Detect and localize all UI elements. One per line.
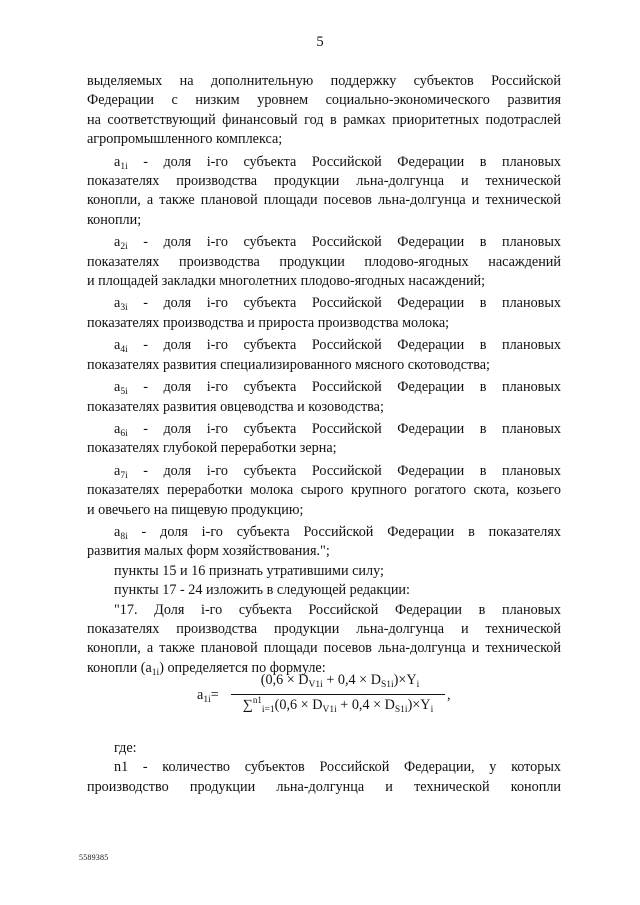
text-line: показателях переработки молока сырого крупного рогатого скота, козьего	[87, 482, 561, 499]
text-line: показателях производства продукции плодово-ягодных насаждений	[87, 253, 561, 270]
definition-first-line	[87, 462, 561, 481]
symbol: a	[114, 420, 121, 437]
text-line: показателях производства и прироста производства молока;	[87, 314, 450, 331]
formula-denominator	[231, 697, 445, 714]
text-line: производство продукции льна-долгунца и технической конопли	[87, 778, 561, 795]
definition-text: - доля i-го субъекта Российской Федерации в плановых	[143, 462, 561, 479]
text-line: на соответствующий финансовый год в рамках приоритетных подотраслей	[87, 111, 561, 128]
fraction-bar	[231, 694, 445, 695]
definition-first-line	[87, 153, 561, 172]
num-part: + 0,4 × D	[322, 672, 381, 688]
definition-text: - доля i-го субъекта Российской Федерации в показателях	[141, 523, 561, 540]
document-body	[87, 72, 561, 678]
text-line: n1 - количество субъектов Российской Федерации, у которых	[114, 759, 561, 776]
sum-upper-limit: n1	[252, 695, 262, 705]
sum-lower-limit: i=1	[261, 705, 275, 715]
symbol-subscript: 6i	[120, 428, 128, 439]
text-line: показателях производства продукции льна-долгунца и технической	[87, 620, 561, 637]
definition-text: - доля i-го субъекта Российской Федерации в плановых	[143, 420, 561, 437]
where-label: где:	[114, 740, 137, 756]
document-id: 5589385	[79, 853, 109, 862]
den-subscript: S1i	[394, 705, 408, 715]
definition-a1	[87, 153, 561, 231]
after-formula	[87, 739, 561, 797]
text-line: показателях развития специализированного мясного скотоводства;	[87, 356, 490, 373]
definition-a8	[87, 523, 561, 562]
text-line: конопли;	[87, 211, 142, 228]
definition-text: - доля i-го субъекта Российской Федерации в плановых	[143, 295, 561, 312]
points-void-paragraph: пункты 15 и 16 признать утратившими силу;	[114, 562, 384, 579]
definition-text: - доля i-го субъекта Российской Федерации в плановых	[143, 379, 561, 396]
points-new-paragraph: пункты 17 - 24 изложить в следующей редакции:	[114, 582, 410, 599]
clause-17	[87, 601, 561, 679]
definition-a6	[87, 420, 561, 459]
symbol: a	[114, 379, 121, 396]
text-line: конопли, а также плановой площади посевов льна-долгунца и технической	[87, 640, 561, 657]
equals-sign: =	[210, 687, 219, 703]
num-part: )×Y	[393, 672, 417, 688]
text-line: показателях развития овцеводства и козоводства;	[87, 398, 384, 415]
text-line: Федерации с низким уровнем социально-экономического развития	[87, 92, 561, 109]
text-line: конопли, а также плановой площади посевов льна-долгунца и технической	[87, 192, 561, 209]
symbol: a	[114, 523, 121, 540]
text-line: и площадей закладки многолетних плодово-ягодных насаждений;	[87, 273, 486, 290]
symbol-subscript: 2i	[120, 242, 128, 253]
definition-text: - доля i-го субъекта Российской Федерации в плановых	[143, 234, 561, 251]
symbol: a	[114, 337, 121, 354]
den-subscript: i	[430, 705, 434, 715]
formula-numerator	[245, 672, 435, 689]
den-part: )×Y	[407, 697, 431, 713]
symbol-subscript: 3i	[120, 303, 128, 314]
text-line: выделяемых на дополнительную поддержку субъектов Российской	[87, 73, 561, 89]
sum-symbol: ∑	[242, 697, 253, 713]
symbol: a	[114, 295, 121, 312]
formula-comma: ,	[447, 687, 451, 703]
definition-a4	[87, 336, 561, 375]
definition-a7	[87, 462, 561, 520]
text-fragment: конопли (a	[87, 659, 152, 676]
text-line: показателях глубокой переработки зерна;	[87, 440, 337, 457]
text-line: "17. Доля i-го субъекта Российской Федерации в плановых	[114, 601, 561, 618]
definition-first-line	[87, 420, 561, 439]
text-line: агропромышленного комплекса;	[87, 131, 283, 148]
definition-first-line	[87, 233, 561, 252]
text-line: и овечьего на пищевую продукцию;	[87, 501, 304, 518]
definition-a5	[87, 378, 561, 417]
den-part: (0,6 × D	[274, 697, 323, 713]
symbol: a	[114, 462, 121, 479]
definition-first-line	[87, 336, 561, 355]
lhs-symbol: a	[197, 687, 204, 703]
symbol-subscript: 5i	[120, 387, 128, 398]
symbol-subscript: 4i	[120, 345, 128, 356]
formula-a1i	[197, 672, 457, 724]
symbol-subscript: 1i	[120, 161, 128, 172]
definition-text: - доля i-го субъекта Российской Федерации в плановых	[143, 337, 561, 354]
num-subscript: i	[416, 680, 420, 690]
symbol-subscript: 8i	[120, 531, 128, 542]
definition-text: - доля i-го субъекта Российской Федерации в плановых	[143, 153, 561, 170]
num-subscript: V1i	[308, 680, 323, 690]
symbol-subscript: 7i	[120, 470, 128, 481]
intro-paragraph	[87, 72, 561, 150]
symbol-subscript: 1i	[151, 667, 160, 678]
text-line: развития малых форм хозяйствования.";	[87, 543, 330, 560]
symbol: a	[114, 234, 121, 251]
definition-a2	[87, 233, 561, 291]
num-part: (0,6 × D	[260, 672, 309, 688]
definition-first-line	[87, 523, 561, 542]
symbol: a	[114, 153, 121, 170]
page-number: 5	[316, 34, 324, 50]
formula-lhs	[197, 687, 219, 704]
text-fragment: ) определяется по формуле:	[159, 659, 326, 676]
definition-first-line	[87, 294, 561, 313]
den-part: + 0,4 × D	[336, 697, 395, 713]
definition-a3	[87, 294, 561, 333]
definition-first-line	[87, 378, 561, 397]
text-line: показателях производства продукции льна-долгунца и технической	[87, 173, 561, 190]
lhs-subscript: 1i	[203, 695, 211, 705]
num-subscript: S1i	[380, 680, 394, 690]
den-subscript: V1i	[322, 705, 337, 715]
